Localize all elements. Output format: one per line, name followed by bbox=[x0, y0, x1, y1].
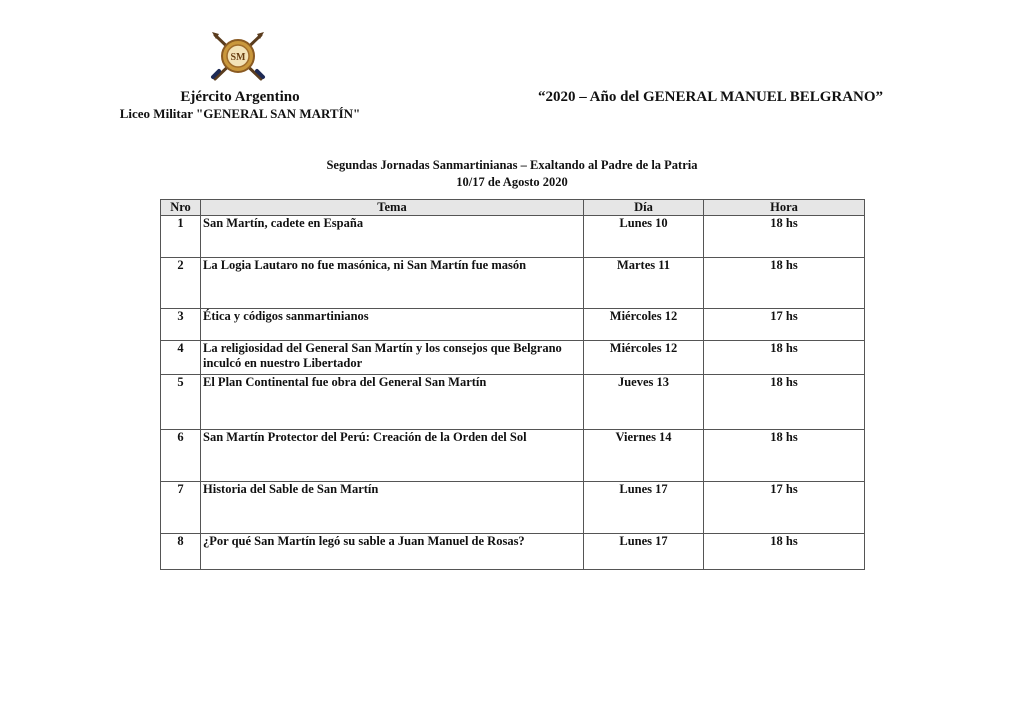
organization-block bbox=[100, 88, 380, 122]
cell-tema: San Martín, cadete en España bbox=[201, 216, 584, 258]
cell-hora: 18 hs bbox=[704, 375, 865, 430]
cell-dia: Miércoles 12 bbox=[584, 309, 704, 341]
cell-hora: 18 hs bbox=[704, 534, 865, 570]
table-row bbox=[161, 482, 865, 534]
table-row bbox=[161, 309, 865, 341]
cell-tema: ¿Por qué San Martín legó su sable a Juan Manuel de Rosas? bbox=[201, 534, 584, 570]
cell-nro: 3 bbox=[161, 309, 201, 341]
schedule-table bbox=[160, 199, 865, 570]
cell-nro: 6 bbox=[161, 430, 201, 482]
column-header-dia: Día bbox=[584, 200, 704, 216]
year-motto: “2020 – Año del GENERAL MANUEL BELGRANO” bbox=[538, 89, 884, 105]
cell-nro: 7 bbox=[161, 482, 201, 534]
cell-hora: 17 hs bbox=[704, 309, 865, 341]
cell-dia: Lunes 17 bbox=[584, 534, 704, 570]
table-row bbox=[161, 534, 865, 570]
cell-dia: Martes 11 bbox=[584, 258, 704, 309]
army-name: Ejército Argentino bbox=[180, 89, 300, 105]
table-row bbox=[161, 258, 865, 309]
cell-tema: La Logia Lautaro no fue masónica, ni San Martín fue masón bbox=[201, 258, 584, 309]
cell-tema: Historia del Sable de San Martín bbox=[201, 482, 584, 534]
cell-nro: 2 bbox=[161, 258, 201, 309]
column-header-hora: Hora bbox=[704, 200, 865, 216]
cell-nro: 8 bbox=[161, 534, 201, 570]
cell-hora: 18 hs bbox=[704, 258, 865, 309]
cell-hora: 17 hs bbox=[704, 482, 865, 534]
crest-monogram: SM bbox=[230, 52, 246, 63]
cell-dia: Lunes 17 bbox=[584, 482, 704, 534]
document-dates: 10/17 de Agosto 2020 bbox=[456, 175, 568, 189]
table-row bbox=[161, 341, 865, 375]
cell-tema: Ética y códigos sanmartinianos bbox=[201, 309, 584, 341]
cell-hora: 18 hs bbox=[704, 216, 865, 258]
table-row bbox=[161, 430, 865, 482]
cell-nro: 1 bbox=[161, 216, 201, 258]
cell-dia: Lunes 10 bbox=[584, 216, 704, 258]
cell-tema: El Plan Continental fue obra del General San Martín bbox=[201, 375, 584, 430]
cell-dia: Jueves 13 bbox=[584, 375, 704, 430]
cell-tema: La religiosidad del General San Martín y los consejos que Belgrano inculcó en nuestro Libertador bbox=[201, 341, 584, 375]
cell-nro: 4 bbox=[161, 341, 201, 375]
column-header-nro: Nro bbox=[161, 200, 201, 216]
cell-dia: Miércoles 12 bbox=[584, 341, 704, 375]
cell-tema: San Martín Protector del Perú: Creación de la Orden del Sol bbox=[201, 430, 584, 482]
cell-hora: 18 hs bbox=[704, 430, 865, 482]
document-title: Segundas Jornadas Sanmartinianas – Exaltando al Padre de la Patria bbox=[326, 158, 698, 172]
cell-nro: 5 bbox=[161, 375, 201, 430]
cell-hora: 18 hs bbox=[704, 341, 865, 375]
liceo-militar-crest-icon bbox=[209, 30, 267, 84]
table-row bbox=[161, 375, 865, 430]
school-name: Liceo Militar "GENERAL SAN MARTÍN" bbox=[119, 106, 361, 121]
table-row bbox=[161, 216, 865, 258]
table-header-row bbox=[161, 200, 865, 216]
cell-dia: Viernes 14 bbox=[584, 430, 704, 482]
column-header-tema: Tema bbox=[201, 200, 584, 216]
